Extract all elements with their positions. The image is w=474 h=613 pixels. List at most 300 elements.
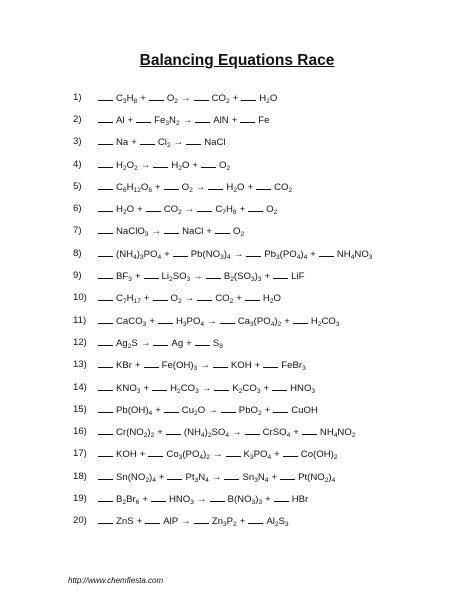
chemical-formula bbox=[212, 516, 237, 527]
formula-text: PbO bbox=[238, 404, 258, 416]
reaction-arrow-icon: → bbox=[184, 293, 195, 305]
coefficient-blank[interactable] bbox=[98, 403, 113, 413]
formula-text: Pt bbox=[185, 471, 195, 483]
plus-sign: + bbox=[139, 449, 146, 461]
formula-subscript: 4 bbox=[286, 432, 291, 440]
equation-body bbox=[98, 470, 335, 483]
chemical-formula bbox=[116, 472, 156, 483]
coefficient-blank[interactable] bbox=[98, 425, 113, 435]
coefficient-blank[interactable] bbox=[145, 514, 160, 524]
equation-body bbox=[98, 403, 318, 416]
equation-row bbox=[73, 86, 372, 108]
formula-text: O bbox=[140, 181, 149, 193]
formula-subscript: 2 bbox=[177, 298, 182, 306]
equation-body bbox=[98, 269, 304, 282]
coefficient-blank[interactable] bbox=[245, 291, 260, 301]
formula-subscript: 6 bbox=[122, 186, 127, 194]
formula-text: NH bbox=[319, 427, 334, 439]
formula-subscript: 2 bbox=[122, 498, 127, 506]
equation-row bbox=[73, 487, 372, 509]
formula-text: PO bbox=[143, 248, 158, 260]
coefficient-blank[interactable] bbox=[215, 224, 230, 234]
coefficient-blank[interactable] bbox=[144, 269, 159, 279]
formula-subscript: 2 bbox=[277, 320, 282, 328]
chemical-formula bbox=[116, 93, 137, 104]
coefficient-blank[interactable] bbox=[194, 514, 209, 524]
coefficient-blank[interactable] bbox=[302, 425, 317, 435]
equation-body bbox=[98, 113, 270, 126]
chemical-formula bbox=[116, 449, 137, 460]
chemical-formula bbox=[191, 249, 231, 260]
coefficient-blank[interactable] bbox=[153, 336, 168, 346]
formula-subscript: 2 bbox=[134, 164, 138, 172]
chemical-formula bbox=[182, 226, 203, 237]
coefficient-blank[interactable] bbox=[319, 247, 334, 257]
equation-body bbox=[98, 224, 244, 237]
formula-subscript: 3 bbox=[311, 387, 316, 395]
equation-number: 2) bbox=[73, 113, 82, 125]
coefficient-blank[interactable] bbox=[98, 247, 113, 257]
coefficient-blank[interactable] bbox=[136, 113, 151, 123]
equation-number: 13) bbox=[73, 359, 87, 371]
coefficient-blank[interactable] bbox=[280, 470, 295, 480]
formula-text: ) bbox=[255, 493, 259, 505]
formula-text: C bbox=[215, 204, 223, 216]
coefficient-blank[interactable] bbox=[144, 358, 159, 368]
coefficient-blank[interactable] bbox=[149, 91, 164, 101]
formula-subscript: 2 bbox=[175, 119, 180, 127]
formula-subscript: 2 bbox=[122, 209, 127, 217]
plus-sign: + bbox=[254, 360, 261, 372]
formula-text: Cl bbox=[157, 137, 167, 149]
formula-text: Ag bbox=[171, 337, 184, 349]
formula-text: B(NO bbox=[227, 493, 252, 505]
formula-text: O bbox=[273, 293, 281, 305]
chemical-formula bbox=[224, 271, 262, 282]
chemical-formula bbox=[182, 405, 205, 416]
equation-row bbox=[73, 108, 372, 130]
formula-subscript: 3 bbox=[302, 365, 306, 373]
formula-subscript: 2 bbox=[145, 476, 149, 484]
chemical-formula bbox=[167, 93, 178, 104]
chemical-formula bbox=[244, 449, 272, 460]
coefficient-blank[interactable] bbox=[197, 291, 212, 301]
formula-subscript: 3 bbox=[258, 498, 263, 506]
formula-subscript: 17 bbox=[133, 298, 141, 306]
chemical-formula bbox=[212, 93, 230, 104]
chemical-formula bbox=[290, 383, 315, 394]
formula-subscript: 4 bbox=[225, 432, 230, 440]
reaction-arrow-icon: → bbox=[232, 427, 242, 439]
formula-text: (PO bbox=[253, 315, 271, 327]
coefficient-blank[interactable] bbox=[98, 202, 113, 212]
chemical-formula bbox=[116, 137, 128, 148]
formula-subscript: 6 bbox=[135, 498, 140, 506]
coefficient-blank[interactable] bbox=[98, 470, 113, 480]
coefficient-blank[interactable] bbox=[283, 447, 298, 457]
coefficient-blank[interactable] bbox=[98, 447, 113, 457]
formula-subscript: 2 bbox=[288, 186, 293, 194]
plus-sign: + bbox=[157, 427, 163, 439]
coefficient-blank[interactable] bbox=[201, 158, 216, 168]
formula-subscript: 2 bbox=[207, 432, 212, 440]
coefficient-blank[interactable] bbox=[224, 470, 239, 480]
formula-text: NaClO bbox=[116, 226, 145, 238]
formula-text: CuOH bbox=[291, 404, 318, 416]
coefficient-blank[interactable] bbox=[274, 492, 289, 502]
formula-subscript: 4 bbox=[199, 454, 204, 462]
chemical-formula bbox=[116, 338, 138, 349]
formula-subscript: 2 bbox=[240, 231, 245, 239]
formula-text: CO bbox=[215, 293, 230, 305]
coefficient-blank[interactable] bbox=[98, 224, 113, 234]
formula-subscript: 3 bbox=[193, 365, 198, 373]
formula-text: Al bbox=[266, 516, 275, 528]
formula-subscript: 2 bbox=[150, 432, 155, 440]
chemical-formula bbox=[231, 360, 252, 371]
formula-subscript: 8 bbox=[219, 342, 223, 350]
formula-text: KOH bbox=[116, 449, 137, 461]
formula-subscript: 3 bbox=[256, 387, 261, 395]
coefficient-blank[interactable] bbox=[272, 381, 287, 391]
formula-text: S bbox=[131, 337, 138, 349]
equation-row bbox=[73, 331, 372, 353]
formula-text: CO bbox=[321, 315, 336, 327]
formula-subscript: 3 bbox=[222, 521, 227, 529]
coefficient-blank[interactable] bbox=[273, 403, 288, 413]
chemical-formula bbox=[204, 137, 225, 148]
plus-sign: + bbox=[264, 404, 271, 416]
formula-subscript: 2 bbox=[230, 276, 234, 284]
coefficient-blank[interactable] bbox=[98, 314, 113, 324]
chemical-formula bbox=[154, 115, 179, 126]
formula-text: KBr bbox=[116, 360, 132, 372]
formula-text: K bbox=[232, 382, 239, 394]
formula-text: SO bbox=[172, 271, 187, 283]
coefficient-blank[interactable] bbox=[293, 314, 308, 324]
chemical-formula bbox=[164, 204, 182, 215]
coefficient-blank[interactable] bbox=[151, 492, 166, 502]
equation-body bbox=[98, 202, 277, 215]
reaction-arrow-icon: → bbox=[196, 493, 207, 505]
chemical-formula bbox=[185, 472, 208, 483]
formula-text: O bbox=[197, 404, 206, 416]
coefficient-blank[interactable] bbox=[164, 224, 179, 234]
formula-text: O bbox=[166, 92, 175, 104]
chemical-formula bbox=[291, 405, 318, 416]
reaction-arrow-icon: → bbox=[180, 92, 191, 104]
formula-text: HNO bbox=[168, 493, 191, 505]
coefficient-blank[interactable] bbox=[153, 158, 168, 168]
coefficient-blank[interactable] bbox=[186, 135, 201, 145]
coefficient-blank[interactable] bbox=[220, 314, 235, 324]
formula-subscript: 3 bbox=[136, 387, 141, 395]
reaction-arrow-icon: → bbox=[233, 248, 244, 260]
formula-subscript: 2 bbox=[226, 164, 231, 172]
formula-text: CO bbox=[211, 92, 226, 104]
coefficient-blank[interactable] bbox=[210, 492, 225, 502]
formula-text: ) bbox=[204, 427, 208, 439]
formula-text: N bbox=[198, 471, 206, 483]
plus-sign: + bbox=[231, 114, 238, 126]
coefficient-blank[interactable] bbox=[164, 180, 179, 190]
formula-subscript: 2 bbox=[324, 476, 329, 484]
equation-row bbox=[73, 398, 372, 420]
formula-subscript: 3 bbox=[182, 320, 187, 328]
chemical-formula bbox=[274, 182, 292, 193]
formula-text: H bbox=[171, 159, 179, 171]
coefficient-blank[interactable] bbox=[246, 247, 261, 257]
formula-text: Pb bbox=[264, 248, 276, 260]
coefficient-blank[interactable] bbox=[98, 113, 113, 123]
formula-subscript: 4 bbox=[200, 432, 205, 440]
plus-sign: + bbox=[155, 181, 161, 193]
formula-text: ) bbox=[328, 471, 332, 483]
equation-number: 3) bbox=[73, 136, 82, 148]
formula-text: H bbox=[116, 159, 123, 171]
footer-url: http://www.chemfiesta.com bbox=[68, 576, 164, 585]
chemical-formula bbox=[213, 115, 228, 126]
formula-text: O bbox=[126, 204, 135, 216]
coefficient-blank[interactable] bbox=[245, 425, 260, 435]
formula-text: ) bbox=[149, 471, 153, 483]
reaction-arrow-icon: → bbox=[208, 404, 218, 416]
coefficient-blank[interactable] bbox=[148, 447, 163, 457]
coefficient-blank[interactable] bbox=[194, 91, 209, 101]
plus-sign: + bbox=[271, 471, 278, 483]
formula-text: Sn(NO bbox=[116, 471, 146, 483]
coefficient-blank[interactable] bbox=[140, 135, 155, 145]
formula-subscript: 2 bbox=[273, 209, 278, 217]
coefficient-blank[interactable] bbox=[221, 403, 236, 413]
formula-subscript: 2 bbox=[258, 409, 262, 417]
formula-text: H bbox=[126, 92, 134, 104]
equation-number: 10) bbox=[73, 292, 87, 304]
formula-subscript: 8 bbox=[232, 209, 237, 217]
reaction-arrow-icon: → bbox=[211, 471, 222, 483]
page-title: Balancing Equations Race bbox=[139, 52, 335, 69]
coefficient-blank[interactable] bbox=[248, 202, 263, 212]
coefficient-blank[interactable] bbox=[240, 113, 255, 123]
plus-sign: + bbox=[232, 92, 239, 104]
formula-subscript: 4 bbox=[303, 253, 308, 261]
formula-subscript: 4 bbox=[296, 253, 301, 261]
formula-text: CO bbox=[242, 382, 257, 394]
chemical-formula bbox=[116, 427, 154, 438]
reaction-arrow-icon: → bbox=[140, 337, 151, 349]
coefficient-blank[interactable] bbox=[273, 269, 288, 279]
chemical-formula bbox=[171, 160, 189, 171]
equation-row bbox=[73, 175, 372, 197]
equation-body bbox=[98, 91, 277, 104]
coefficient-blank[interactable] bbox=[226, 447, 241, 457]
plus-sign: + bbox=[131, 137, 137, 149]
coefficient-blank[interactable] bbox=[98, 492, 113, 502]
coefficient-blank[interactable] bbox=[166, 425, 181, 435]
formula-text: H bbox=[259, 92, 267, 104]
formula-text: (SO bbox=[233, 271, 251, 283]
formula-subscript: 3 bbox=[139, 253, 144, 261]
chemical-formula bbox=[158, 137, 171, 148]
reaction-arrow-icon: → bbox=[140, 159, 151, 171]
coefficient-blank[interactable] bbox=[98, 291, 113, 301]
plus-sign: + bbox=[284, 315, 290, 327]
formula-text: ) bbox=[203, 449, 207, 461]
formula-text: ) bbox=[274, 315, 278, 327]
formula-text: FeBr bbox=[281, 360, 303, 372]
coefficient-blank[interactable] bbox=[98, 381, 113, 391]
chemical-formula bbox=[116, 293, 141, 304]
formula-text: P bbox=[226, 516, 234, 528]
equation-row bbox=[73, 443, 372, 465]
formula-text: C bbox=[116, 92, 123, 104]
formula-subscript: 4 bbox=[205, 476, 209, 484]
reaction-arrow-icon: → bbox=[212, 449, 223, 461]
formula-text: SO bbox=[211, 427, 226, 439]
coefficient-blank[interactable] bbox=[98, 358, 113, 368]
equation-number: 12) bbox=[73, 336, 87, 348]
equation-body bbox=[98, 247, 372, 260]
chemical-formula bbox=[116, 160, 138, 171]
chemical-formula bbox=[116, 115, 125, 126]
plus-sign: + bbox=[264, 271, 271, 283]
chemical-formula bbox=[281, 360, 305, 371]
formula-subscript: 2 bbox=[143, 432, 148, 440]
coefficient-blank[interactable] bbox=[98, 336, 113, 346]
coefficient-blank[interactable] bbox=[241, 91, 256, 101]
coefficient-blank[interactable] bbox=[158, 314, 173, 324]
formula-text: O bbox=[236, 181, 245, 193]
coefficient-blank[interactable] bbox=[195, 113, 210, 123]
equation-body bbox=[98, 314, 340, 327]
reaction-arrow-icon: → bbox=[182, 114, 193, 126]
plus-sign: + bbox=[143, 293, 150, 305]
equation-number: 8) bbox=[73, 247, 82, 259]
equation-number: 11) bbox=[73, 314, 87, 326]
chemical-formula bbox=[337, 249, 373, 260]
formula-text: CrSO bbox=[262, 427, 287, 439]
formula-text: ZnS bbox=[116, 516, 134, 528]
formula-subscript: 4 bbox=[133, 253, 137, 261]
coefficient-blank[interactable] bbox=[152, 381, 167, 391]
equation-body bbox=[98, 447, 338, 460]
formula-text: CO bbox=[163, 204, 179, 216]
formula-subscript: 4 bbox=[350, 253, 355, 261]
formula-text: Sn bbox=[242, 471, 255, 483]
coefficient-blank[interactable] bbox=[98, 514, 113, 524]
formula-text: (PO bbox=[279, 248, 297, 260]
formula-subscript: 2 bbox=[127, 342, 132, 350]
formula-text: ) bbox=[254, 271, 258, 283]
reaction-arrow-icon: → bbox=[201, 382, 212, 394]
coefficient-blank[interactable] bbox=[214, 381, 229, 391]
formula-subscript: 2 bbox=[351, 432, 356, 440]
reaction-arrow-icon: → bbox=[207, 315, 217, 327]
equation-body bbox=[98, 358, 306, 371]
coefficient-blank[interactable] bbox=[164, 403, 179, 413]
equation-number: 1) bbox=[73, 91, 82, 103]
equation-number: 17) bbox=[73, 448, 87, 460]
formula-text: H bbox=[310, 315, 318, 327]
chemical-formula bbox=[213, 338, 223, 349]
equation-number: 9) bbox=[73, 270, 82, 282]
coefficient-blank[interactable] bbox=[213, 358, 228, 368]
coefficient-blank[interactable] bbox=[197, 202, 212, 212]
formula-subscript: 3 bbox=[249, 454, 254, 462]
formula-subscript: 7 bbox=[122, 298, 127, 306]
reaction-arrow-icon: → bbox=[181, 516, 191, 528]
formula-text: B bbox=[223, 271, 231, 283]
formula-subscript: 3 bbox=[275, 253, 280, 261]
coefficient-blank[interactable] bbox=[206, 269, 221, 279]
chemical-formula bbox=[162, 360, 198, 371]
equation-row bbox=[73, 242, 372, 264]
equation-row bbox=[73, 354, 372, 376]
reaction-arrow-icon: → bbox=[184, 204, 195, 216]
reaction-arrow-icon: → bbox=[195, 181, 206, 193]
chemical-formula bbox=[301, 449, 338, 460]
formula-subscript: 2 bbox=[229, 298, 234, 306]
coefficient-blank[interactable] bbox=[173, 247, 188, 257]
formula-text: S bbox=[212, 337, 220, 349]
coefficient-blank[interactable] bbox=[98, 269, 113, 279]
formula-text: O bbox=[233, 226, 241, 238]
equation-row bbox=[73, 153, 372, 175]
coefficient-blank[interactable] bbox=[146, 202, 161, 212]
chemical-formula bbox=[170, 383, 199, 394]
equation-body bbox=[98, 381, 315, 394]
formula-text: Fe(OH) bbox=[161, 360, 194, 372]
coefficient-blank[interactable] bbox=[263, 358, 278, 368]
formula-text: N bbox=[169, 114, 176, 126]
chemical-formula bbox=[116, 204, 134, 215]
chemical-formula bbox=[291, 271, 304, 282]
coefficient-blank[interactable] bbox=[195, 336, 210, 346]
coefficient-blank[interactable] bbox=[153, 291, 168, 301]
formula-subscript: 12 bbox=[133, 186, 141, 194]
formula-subscript: 3 bbox=[142, 320, 147, 328]
coefficient-blank[interactable] bbox=[98, 135, 113, 145]
formula-text: (NH bbox=[183, 427, 201, 439]
plus-sign: + bbox=[155, 404, 161, 416]
coefficient-blank[interactable] bbox=[98, 158, 113, 168]
formula-text: Li bbox=[161, 271, 170, 283]
coefficient-blank[interactable] bbox=[256, 180, 271, 190]
formula-text: H bbox=[226, 181, 234, 193]
coefficient-blank[interactable] bbox=[98, 91, 113, 101]
coefficient-blank[interactable] bbox=[167, 470, 182, 480]
formula-text: B bbox=[116, 493, 123, 505]
coefficient-blank[interactable] bbox=[248, 514, 263, 524]
equation-number: 4) bbox=[73, 158, 82, 170]
formula-subscript: 3 bbox=[254, 476, 258, 484]
plus-sign: + bbox=[143, 382, 150, 394]
chemical-formula bbox=[215, 293, 233, 304]
formula-subscript: 4 bbox=[267, 454, 272, 462]
equation-body bbox=[98, 158, 230, 171]
formula-subscript: 4 bbox=[200, 320, 205, 328]
formula-subscript: 2 bbox=[178, 209, 182, 217]
coefficient-blank[interactable] bbox=[98, 180, 113, 190]
formula-text: Fe bbox=[154, 114, 166, 126]
formula-text: (NH bbox=[116, 248, 134, 260]
chemical-formula bbox=[116, 271, 132, 282]
plus-sign: + bbox=[239, 516, 246, 528]
coefficient-blank[interactable] bbox=[208, 180, 223, 190]
chemical-formula bbox=[182, 182, 193, 193]
formula-subscript: 2 bbox=[178, 164, 182, 172]
formula-text: CO bbox=[180, 382, 196, 394]
